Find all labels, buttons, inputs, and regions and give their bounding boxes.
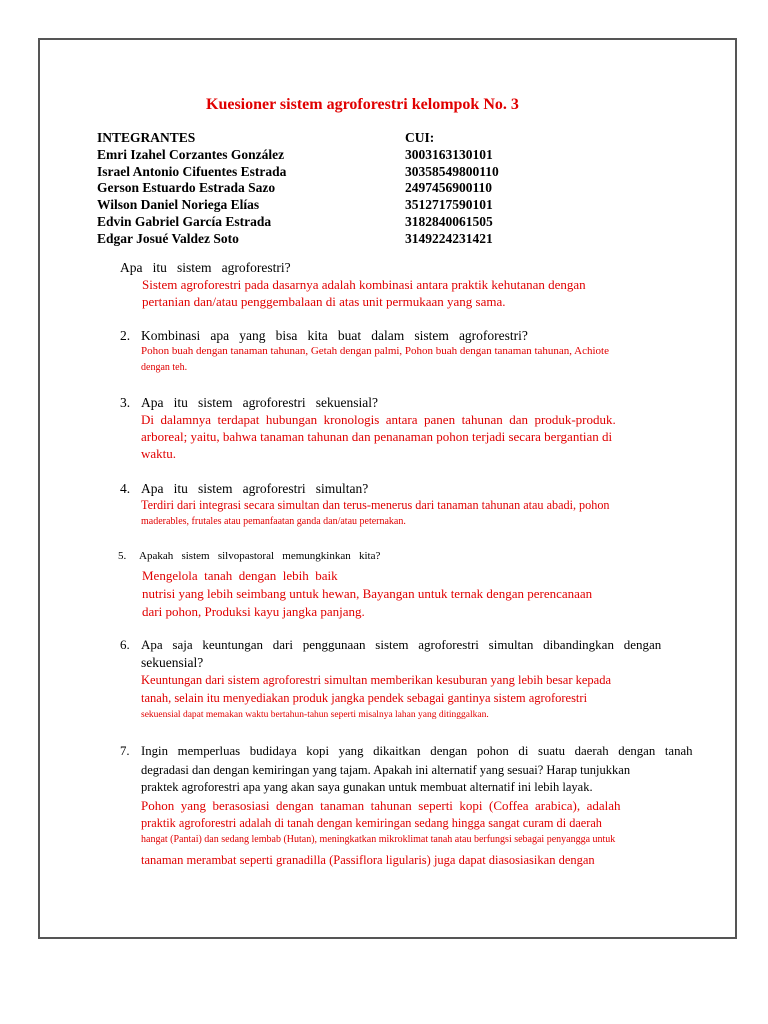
- question-6: [120, 637, 661, 653]
- answer-7-line: praktik agroforestri adalah di tanah dengan kemiringan sedang hingga sangat curam di daerah: [141, 816, 602, 830]
- member-row: [97, 180, 499, 197]
- question-text: Kombinasi apa yang bisa kita buat dalam sistem agroforestri?: [141, 328, 528, 343]
- question-5: [118, 550, 380, 562]
- question-number: 2.: [120, 328, 131, 343]
- member-id: 2497456900110: [405, 180, 493, 196]
- question-1: Apa itu sistem agroforestri?: [120, 260, 291, 275]
- answer-1-line: Sistem agroforestri pada dasarnya adalah kombinasi antara praktik kehutanan dengan: [142, 277, 586, 292]
- answer-3-line: waktu.: [141, 446, 177, 461]
- member-name: Edgar Josué Valdez Soto: [97, 230, 239, 246]
- answer-7-line: Pohon yang berasosiasi dengan tanaman tahunan seperti kopi (Coffea arabica), adalah: [141, 798, 621, 813]
- question-4: [120, 481, 368, 497]
- member-row: [97, 231, 499, 248]
- question-number: 7.: [120, 744, 130, 758]
- member-name: Edvin Gabriel García Estrada: [97, 213, 272, 229]
- member-id: 3003163130101: [405, 146, 493, 162]
- question-7-cont: praktek agroforestri apa yang akan saya gunakan untuk membuat alternatif ini lebih layak.: [141, 780, 593, 794]
- question-text: Apakah sistem silvopastoral memungkinkan kita?: [139, 550, 381, 562]
- question-7: [120, 744, 693, 759]
- question-number: 6.: [120, 637, 130, 652]
- question-number: 3.: [120, 395, 131, 410]
- answer-2-line: dengan teh.: [141, 362, 188, 373]
- answer-4-line: Terdiri dari integrasi secara simultan dan terus-menerus dari tanaman tahunan atau abadi, pohon: [141, 498, 610, 512]
- answer-5-line: nutrisi yang lebih seimbang untuk hewan, Bayangan untuk ternak dengan perencanaan: [142, 586, 593, 601]
- question-3: [120, 395, 378, 411]
- question-number: 4.: [120, 481, 131, 496]
- answer-3-line: Di dalamnya terdapat hubungan kronologis antara panen tahunan dan produk-produk.: [141, 412, 616, 427]
- answer-4-line: maderables, frutales atau pemanfaatan ganda dan/atau peternakan.: [141, 516, 406, 527]
- question-text: Apa saja keuntungan dari penggunaan sistem agroforestri simultan dibandingkan dengan: [141, 637, 662, 652]
- member-id: 3512717590101: [405, 197, 493, 213]
- question-text: Apa itu sistem agroforestri sekuensial?: [141, 395, 378, 410]
- answer-1-line: pertanian dan/atau penggembalaan di atas unit permukaan yang sama.: [142, 294, 506, 309]
- answer-7-line: hangat (Pantai) dan sedang lembab (Hutan), meningkatkan mikroklimat tanah atau berfungsi sebagai penyangga untuk: [141, 834, 616, 845]
- question-text: Ingin memperluas budidaya kopi yang dikaitkan dengan pohon di suatu daerah dengan tanah: [141, 744, 693, 758]
- member-row: [97, 197, 499, 214]
- member-name: Emri Izahel Corzantes González: [97, 146, 285, 162]
- header-id: CUI:: [405, 130, 435, 145]
- header-name: INTEGRANTES: [97, 130, 196, 145]
- question-text: Apa itu sistem agroforestri simultan?: [141, 481, 369, 496]
- page-title: Kuesioner sistem agroforestri kelompok No. 3: [206, 96, 519, 113]
- answer-3-line: arboreal; yaitu, bahwa tanaman tahunan dan penanaman pohon terjadi secara bergantian di: [141, 429, 613, 444]
- member-row: [97, 214, 499, 231]
- answer-6-line: Keuntungan dari sistem agroforestri simultan memberikan kesuburan yang lebih besar kepada: [141, 673, 611, 687]
- members-header: [97, 130, 499, 147]
- member-name: Wilson Daniel Noriega Elías: [97, 197, 260, 213]
- question-6-cont: sekuensial?: [141, 655, 204, 670]
- member-id: 3182840061505: [405, 213, 493, 229]
- member-id: 3149224231421: [405, 230, 493, 246]
- question-2: [120, 328, 528, 344]
- answer-6-line: tanah, selain itu menyediakan produk jangka pendek sebagai gantinya sistem agroforestri: [141, 691, 588, 705]
- member-row: [97, 164, 499, 181]
- member-name: Gerson Estuardo Estrada Sazo: [97, 180, 276, 196]
- question-7-cont: degradasi dan dengan kemiringan yang tajam. Apakah ini alternatif yang sesuai? Harap tunjukkan: [141, 763, 631, 777]
- answer-6-line: sekuensial dapat memakan waktu bertahun-tahun seperti misalnya lahan yang ditinggalkan.: [141, 710, 489, 720]
- members-table: [97, 130, 499, 248]
- answer-2-line: Pohon buah dengan tanaman tahunan, Getah dengan palmi, Pohon buah dengan tanaman tahunan, Achiote: [141, 345, 609, 357]
- answer-5-line: dari pohon, Produksi kayu jangka panjang.: [142, 604, 365, 619]
- answer-7-line: tanaman merambat seperti granadilla (Passiflora ligularis) juga dapat diasosiasikan dengan: [141, 853, 595, 867]
- question-number: 5.: [118, 550, 127, 562]
- member-id: 30358549800110: [405, 163, 499, 179]
- answer-5-line: Mengelola tanah dengan lebih baik: [142, 568, 338, 583]
- member-name: Israel Antonio Cifuentes Estrada: [97, 163, 287, 179]
- member-row: [97, 147, 499, 164]
